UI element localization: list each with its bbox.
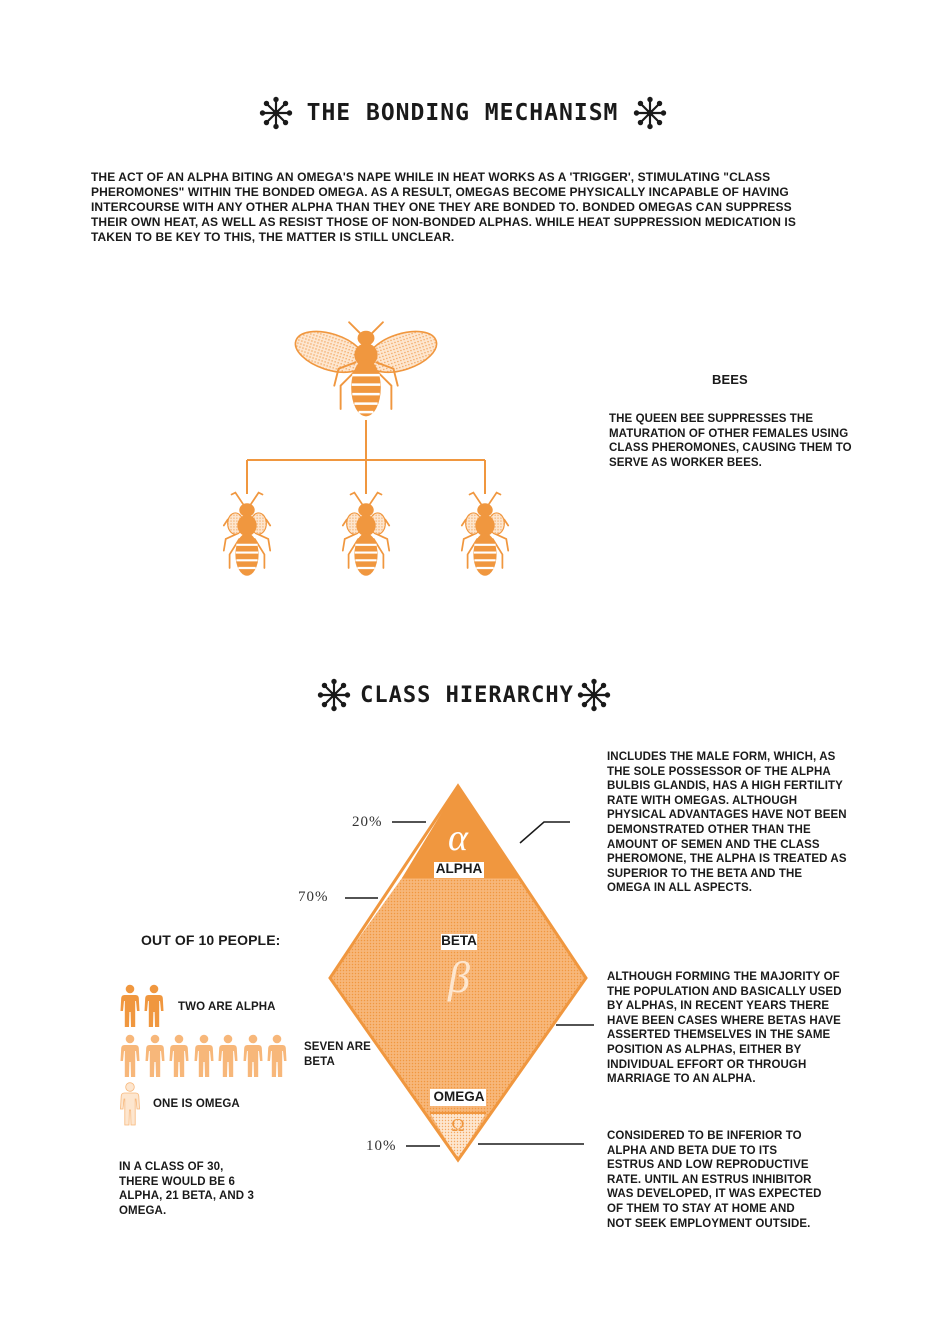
class-of-30-note: IN A CLASS OF 30, THERE WOULD BE 6 ALPHA, 21 BETA, AND 3 OMEGA. [119,1161,255,1217]
alpha-symbol: α [448,817,468,859]
omega-symbol: Ω [451,1115,465,1135]
person-icon [194,1034,214,1078]
omega-people-row [120,1082,140,1128]
alpha-percent: 20% [352,814,383,830]
beta-label: BETA [441,933,477,948]
omega-people-text: ONE IS OMEGA [153,1098,240,1110]
bonding-intro: THE ACT OF AN ALPHA BITING AN OMEGA'S NAPE WHILE IN HEAT WORKS AS A 'TRIGGER', STIMULATING "CLASS PHEROMONES" WITHIN THE BONDED OMEGA. AS A RESULT, OMEGAS BECOME PHYSICALLY INCAPABLE OF HAVING INTERCOURSE WITH ANY OTHER ALPHA THAN THEY ONE THEY ARE BONDED TO. BONDED OMEGAS CAN SUPPRESS THEIR OWN HEAT, AS WELL AS RESIST THOSE OF NON-BONDED ALPHAS. WHILE HEAT SUPPRESSION MEDICATION IS TAKEN TO BE KEY TO THIS, THE MATTER IS STILL UNCLEAR. [91,170,796,244]
omega-description: CONSIDERED TO BE INFERIOR TO ALPHA AND BETA DUE TO ITS ESTRUS AND LOW REPRODUCTIVE RATE. UNTIL AN ESTRUS INHIBITOR WAS DEVELOPED, IT WAS EXPECTED OF THEM TO STAY AT HOME AND NOT SEEK EMPLOYMENT OUTSIDE. [607,1130,822,1230]
alpha-people-row [120,984,164,1030]
bees-text: THE QUEEN BEE SUPPRESSES THE MATURATION OF OTHER FEMALES USING CLASS PHEROMONES, CAUSING THEM TO SERVE AS WORKER BEES. [609,413,852,469]
person-icon [120,1082,140,1126]
person-icon [145,1034,165,1078]
bonding-title: THE BONDING MECHANISM [306,100,619,126]
bees-title: BEES [712,372,748,387]
person-icon [169,1034,189,1078]
omega-label: OMEGA [433,1089,485,1104]
person-icon [218,1034,238,1078]
person-icon [144,984,164,1028]
beta-percent: 70% [298,889,329,905]
person-icon [120,984,140,1028]
beta-symbol: β [448,953,470,1002]
alpha-people-text: TWO ARE ALPHA [178,1001,276,1013]
alpha-label: ALPHA [435,861,483,876]
alpha-description: INCLUDES THE MALE FORM, WHICH, AS THE SOLE POSSESSOR OF THE ALPHA BULBIS GLANDIS, HAS A HIGH FERTILITY RATE WITH OMEGAS. ALTHOUGH PHYSICAL ADVANTAGES HAVE NOT BEEN DEMONSTRATED OTHER THAN THE AMOUNT OF SEMEN AND THE CLASS PHEROMONE, THE ALPHA IS TREATED AS SUPERIOR TO THE BETA AND THE OMEGA IN ALL ASPECTS. [607,751,847,895]
person-icon [243,1034,263,1078]
beta-people-row [120,1034,287,1080]
hierarchy-title: CLASS HIERARCHY [360,683,574,708]
person-icon [267,1034,287,1078]
person-icon [120,1034,140,1078]
beta-people-text: SEVEN ARE BETA [304,1041,371,1068]
people-title: OUT OF 10 PEOPLE: [141,932,281,948]
omega-percent: 10% [366,1138,397,1154]
beta-description: ALTHOUGH FORMING THE MAJORITY OF THE POPULATION AND BASICALLY USED BY ALPHAS, IN RECENT YEARS THERE HAVE BEEN CASES WHERE BETAS HAVE ASSERTED THEMSELVES IN THE SAME POSITION AS ALPHAS, EITHER BY INDIVIDUAL EFFORT OR THROUGH MARRIAGE TO AN ALPHA. [607,971,842,1086]
alpha-desc-leader [520,822,570,843]
